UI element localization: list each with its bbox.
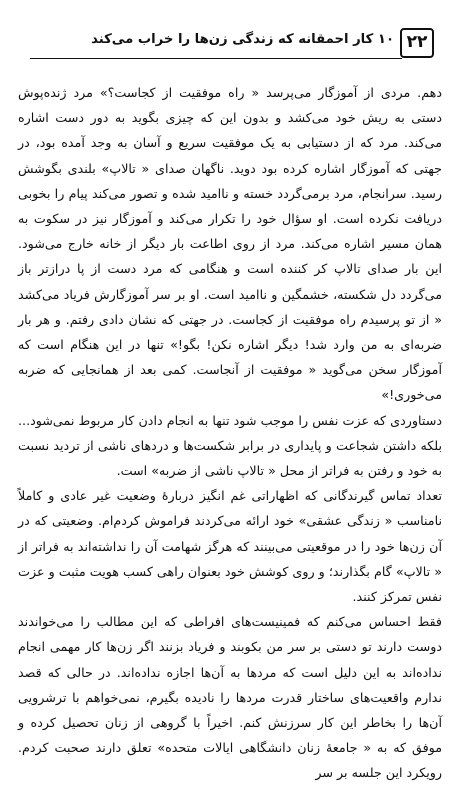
paragraph: دستاوردی که عزت نفس را موجب شود تنها به انجام دادن کار مربوط نمی‌شود... بلکه داشتن شجاعت و پایداری در برابر شکست‌ها و دردهای ناشی از تردید نسبت به خود و رفتن به فراتر از محل « تالاپ ناشی از ضربه» است. bbox=[18, 412, 442, 479]
header-divider bbox=[30, 58, 402, 59]
paragraph: فقط احساس می‌کنم که فمینیست‌های افراطی که این مطالب را می‌خواندند دوست دارند تو دستی بر سر من بکوبند و فریاد بزنند اگر زن‌ها کار مهمی انجام نداده‌اند به این دلیل است که مردها به آن‌ها اجازه نداده‌اند. در حالی که قصد ندارم واقعیت‌های ساختار قدرت مردها را نادیده بگیرم، نمی‌خواهم با ترشرویی آن‌ها را بخاطر این کار سرزنش کنم. اخیراً با گروهی از زنان تحصیل کرده و موفق که به « جامعهٔ زنان دانشگاهی ایالات متحده» تعلق دارند صحبت کردم. رویکرد این جلسه بر سر bbox=[18, 614, 442, 781]
paragraph: دهم. مردی از آموزگار می‌پرسد « راه موفقیت از کجاست؟» مرد ژنده‌پوش دستی به ریش خود می‌کشد و بدون این که چیزی بگوید به دور دست اشاره می‌کند. مرد که از دستیابی به یک موفقیت سریع و آسان به وجد آمده بود، در جهتی که آموزگار اشاره کرده بود دوید. ناگهان صدای « تالاپ» بلندی بگوشش رسید. سرانجام، مرد برمی‌گردد خسته و ناامید شده و تصور می‌کند پیام را بخوبی دریافت نکرده است. او سؤال خود را تکرار می‌کند و آموزگار نیز در سکوت به همان مسیر اشاره می‌کند. مرد از روی اطاعت بار دیگر از خانه خارج می‌شود. این بار صدای تالاپ کر کننده است و هنگامی که مرد دست از پا درازتر باز می‌گردد دل شکسته، خشمگین و ناامید است. او بر سر آموزگارش فریاد می‌کشد « از تو پرسیدم راه موفقیت از کجاست. در جهتی که نشان دادی رفتم. و هر بار ضربه‌ای به من وارد شد! دیگر اشاره نکن! بگو!» تنها در این هنگام است که آموزگار سخن می‌گوید « موفقیت از آنجاست. کمی بعد از همانجایی که ضربه می‌خوری!» bbox=[18, 85, 442, 403]
page-header bbox=[18, 0, 442, 62]
page-number: ۲۲ bbox=[400, 28, 434, 58]
running-title: ۱۰ کار احمقانه که زندگی زن‌ها را خراب می‌کند bbox=[91, 32, 394, 47]
body-text bbox=[18, 80, 442, 786]
paragraph: تعداد تماس گیرندگانی که اظهاراتی غم انگیز دربارهٔ وضعیت غیر عادی و کاملاً نامناسب « زندگی عشقی» خود ارائه می‌کردند فراموش کردم‌ام. وضعیتی که در آن زن‌ها خود را در موقعیتی می‌بینند که هرگز شهامت آن را نداشته‌اند به فراتر از « تالاپ» گام بگذارند؛ و روی کوشش خود بعنوان راهی کسب هویت مثبت و عزت نفس تمرکز کنند. bbox=[18, 488, 442, 605]
